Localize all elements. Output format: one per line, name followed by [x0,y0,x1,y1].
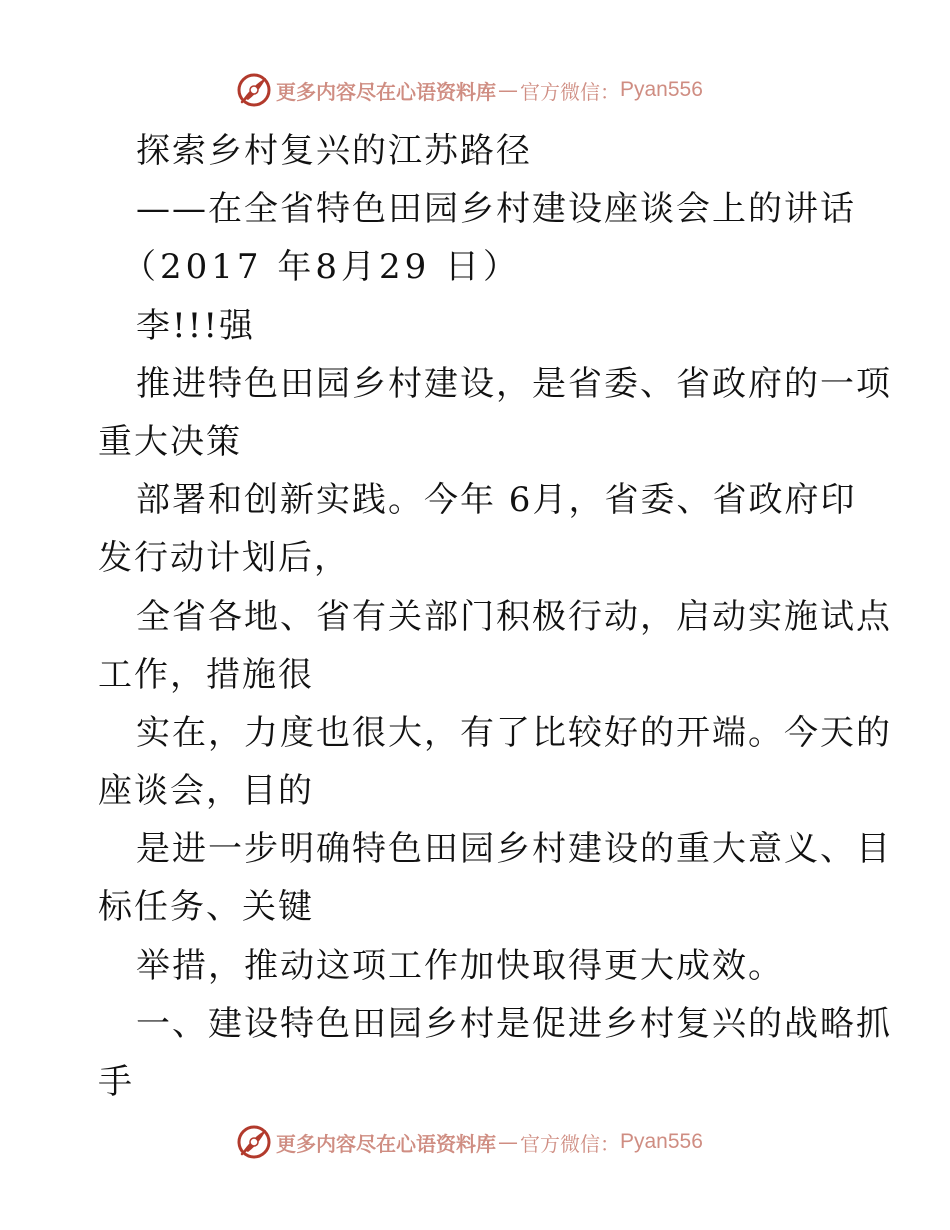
document-author: 李!!!强 [136,305,255,346]
watermark-wechat-label: 官方微信： [520,1131,620,1156]
document-date: （2017 年8月29 日） [122,247,522,288]
footer-watermark [236,1122,703,1162]
document-line: 标任务、关键 [98,887,314,928]
watermark-wechat-id: Pyan556 [620,78,703,101]
document-subtitle: ——在全省特色田园乡村建设座谈会上的讲话 [136,189,856,230]
document-line: 一、建设特色田园乡村是促进乡村复兴的战略抓 [136,1003,892,1044]
document-title: 探索乡村复兴的江苏路径 [136,131,532,171]
document-paragraphs [0,355,950,1111]
watermark-site-name: 更多内容尽在心语资料库 [276,79,496,104]
document-line: 部署和创新实践。今年 6月，省委、省政府印 [136,480,857,521]
document-body [0,122,950,1111]
quill-pen-logo-icon [236,1124,272,1160]
document-line: 举措，推动这项工作加快取得更大成效。 [136,945,784,986]
watermark-separator: — [498,1130,518,1154]
document-line: 全省各地、省有关部门积极行动，启动实施试点 [136,596,892,637]
quill-pen-logo-icon [236,72,272,108]
document-line: 是进一步明确特色田园乡村建设的重大意义、目 [136,829,892,870]
watermark-wechat-label: 官方微信： [520,79,620,104]
header-watermark [236,70,703,110]
watermark-separator: — [498,78,518,102]
document-line: 手 [98,1062,134,1102]
document-line: 重大决策 [98,421,242,462]
document-line: 工作，措施很 [98,654,314,695]
document-line: 座谈会，目的 [98,771,314,812]
document-line: 推进特色田园乡村建设，是省委、省政府的一项 [136,363,892,404]
watermark-site-name: 更多内容尽在心语资料库 [276,1131,496,1156]
document-line: 发行动计划后， [98,538,350,579]
watermark-wechat-id: Pyan556 [620,1130,703,1153]
document-line: 实在，力度也很大，有了比较好的开端。今天的 [136,712,892,753]
